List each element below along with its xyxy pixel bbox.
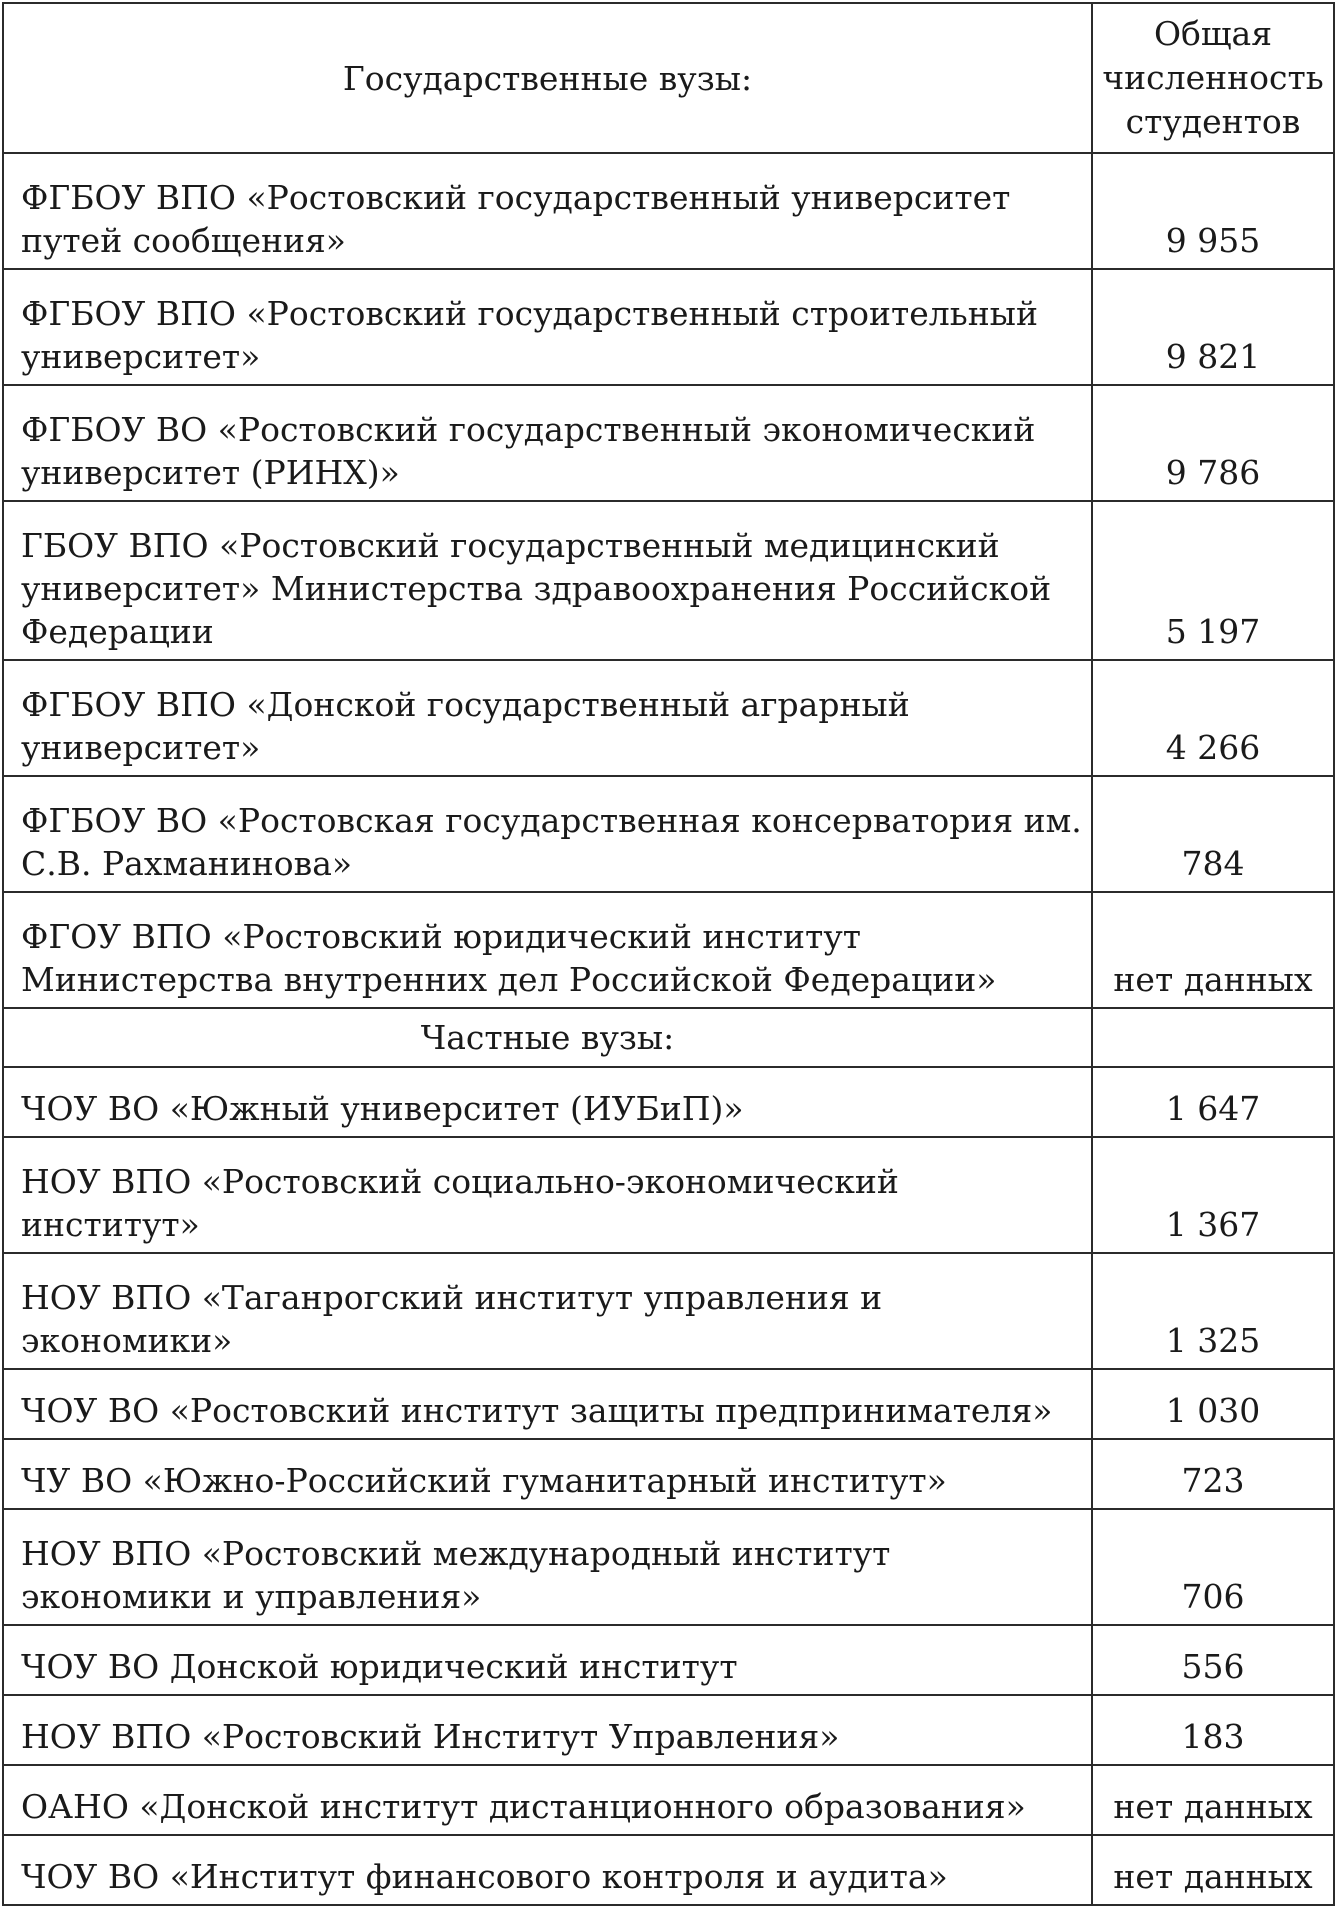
university-name: ЧОУ ВО Донской юридический институт: [3, 1625, 1092, 1695]
university-name: НОУ ВПО «Ростовский международный институт экономики и управления»: [3, 1509, 1092, 1625]
university-name: ЧУ ВО «Южно-Российский гуманитарный институт»: [3, 1439, 1092, 1509]
universities-table: [2, 2, 1335, 1906]
student-count: 9 821: [1092, 269, 1334, 385]
table-row: [3, 269, 1334, 385]
student-count: 784: [1092, 776, 1334, 892]
table-row: [3, 1835, 1334, 1905]
student-count: нет данных: [1092, 1835, 1334, 1905]
student-count: 1 325: [1092, 1253, 1334, 1369]
table-row: [3, 892, 1334, 1008]
student-count: 556: [1092, 1625, 1334, 1695]
university-name: НОУ ВПО «Ростовский социально-экономический институт»: [3, 1137, 1092, 1253]
university-name: ФГБОУ ВО «Ростовская государственная консерватория им. С.В. Рахманинова»: [3, 776, 1092, 892]
student-count: 1 030: [1092, 1369, 1334, 1439]
student-count: нет данных: [1092, 1765, 1334, 1835]
header-name-cell: Государственные вузы:: [3, 3, 1092, 153]
student-count: 4 266: [1092, 660, 1334, 776]
student-count: 1 647: [1092, 1067, 1334, 1137]
table-row: [3, 385, 1334, 501]
student-count: 706: [1092, 1509, 1334, 1625]
table-row: [3, 1509, 1334, 1625]
header-value-cell: Общая численность студентов: [1092, 3, 1334, 153]
student-count: 5 197: [1092, 501, 1334, 660]
empty-cell: [1092, 1008, 1334, 1067]
university-name: ФГБОУ ВПО «Донской государственный аграрный университет»: [3, 660, 1092, 776]
header-row: [3, 3, 1334, 153]
table-row: [3, 1625, 1334, 1695]
university-name: ОАНО «Донской институт дистанционного образования»: [3, 1765, 1092, 1835]
table-row: [3, 1369, 1334, 1439]
table-row: [3, 501, 1334, 660]
university-name: ЧОУ ВО «Институт финансового контроля и аудита»: [3, 1835, 1092, 1905]
table-row: [3, 1253, 1334, 1369]
table-row: [3, 1765, 1334, 1835]
section-row: [3, 1008, 1334, 1067]
student-count: 1 367: [1092, 1137, 1334, 1253]
table-row: [3, 660, 1334, 776]
university-name: ГБОУ ВПО «Ростовский государственный медицинский университет» Министерства здравоохранения Российской Федерации: [3, 501, 1092, 660]
private-section-title: Частные вузы:: [3, 1008, 1092, 1067]
university-name: ЧОУ ВО «Ростовский институт защиты предпринимателя»: [3, 1369, 1092, 1439]
student-count: 183: [1092, 1695, 1334, 1765]
university-name: ФГБОУ ВО «Ростовский государственный экономический университет (РИНХ)»: [3, 385, 1092, 501]
table-row: [3, 153, 1334, 269]
student-count: нет данных: [1092, 892, 1334, 1008]
university-name: НОУ ВПО «Таганрогский институт управления и экономики»: [3, 1253, 1092, 1369]
student-count: 9 786: [1092, 385, 1334, 501]
table-row: [3, 1137, 1334, 1253]
university-name: ФГБОУ ВПО «Ростовский государственный строительный университет»: [3, 269, 1092, 385]
university-name: ЧОУ ВО «Южный университет (ИУБиП)»: [3, 1067, 1092, 1137]
table-row: [3, 776, 1334, 892]
university-name: ФГОУ ВПО «Ростовский юридический институт Министерства внутренних дел Российской Федерации»: [3, 892, 1092, 1008]
table-row: [3, 1067, 1334, 1137]
student-count: 9 955: [1092, 153, 1334, 269]
university-name: НОУ ВПО «Ростовский Институт Управления»: [3, 1695, 1092, 1765]
student-count: 723: [1092, 1439, 1334, 1509]
university-name: ФГБОУ ВПО «Ростовский государственный университет путей сообщения»: [3, 153, 1092, 269]
table-row: [3, 1439, 1334, 1509]
table-row: [3, 1695, 1334, 1765]
